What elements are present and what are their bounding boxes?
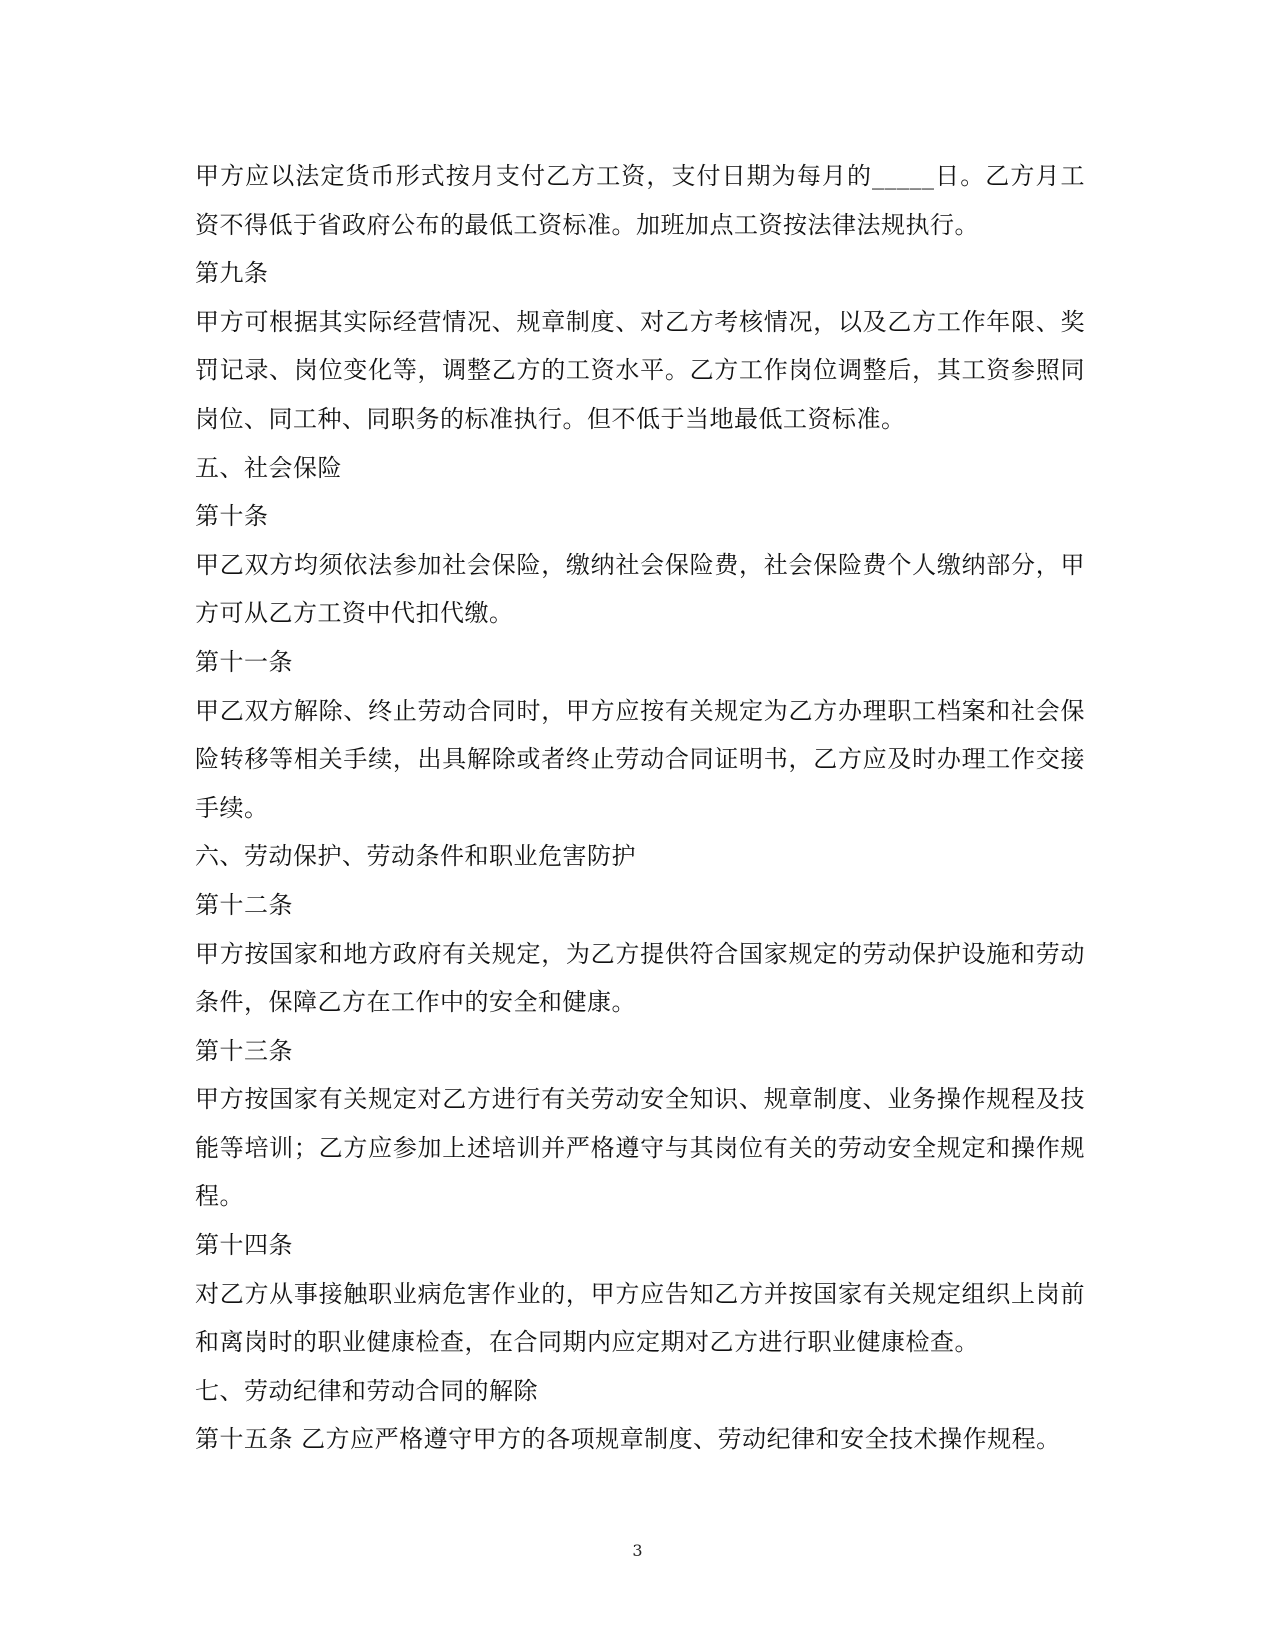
document-body — [195, 152, 1085, 1464]
paragraph-labor-protection: 甲方按国家和地方政府有关规定，为乙方提供符合国家规定的劳动保护设施和劳动条件，保障乙方在工作中的安全和健康。 — [195, 939, 1085, 1017]
paragraph-contract-termination-procedures: 甲乙双方解除、终止劳动合同时，甲方应按有关规定为乙方办理职工档案和社会保险转移等相关手续，出具解除或者终止劳动合同证明书，乙方应及时办理工作交接手续。 — [195, 696, 1085, 822]
article-9-heading: 第九条 — [195, 259, 269, 288]
paragraph-safety-training: 甲方按国家有关规定对乙方进行有关劳动安全知识、规章制度、业务操作规程及技能等培训；乙方应参加上述培训并严格遵守与其岗位有关的劳动安全规定和操作规程。 — [195, 1085, 1085, 1211]
paragraph-social-insurance: 甲乙双方均须依法参加社会保险，缴纳社会保险费，社会保险费个人缴纳部分，甲方可从乙方工资中代扣代缴。 — [195, 550, 1085, 628]
section-6-heading: 六、劳动保护、劳动条件和职业危害防护 — [195, 842, 636, 871]
section-5-heading: 五、社会保险 — [195, 453, 342, 482]
article-13-heading: 第十三条 — [195, 1036, 293, 1065]
page-number: 3 — [632, 1541, 643, 1560]
paragraph-article-15: 第十五条 乙方应严格遵守甲方的各项规章制度、劳动纪律和安全技术操作规程。 — [195, 1425, 1061, 1454]
article-10-heading: 第十条 — [195, 502, 269, 531]
paragraph-wage-payment: 甲方应以法定货币形式按月支付乙方工资，支付日期为每月的_____日。乙方月工资不得低于省政府公布的最低工资标准。加班加点工资按法律法规执行。 — [195, 162, 1085, 239]
article-11-heading: 第十一条 — [195, 647, 293, 676]
section-7-heading: 七、劳动纪律和劳动合同的解除 — [195, 1376, 538, 1405]
article-12-heading: 第十二条 — [195, 890, 293, 919]
paragraph-occupational-health: 对乙方从事接触职业病危害作业的，甲方应告知乙方并按国家有关规定组织上岗前和离岗时的职业健康检查，在合同期内应定期对乙方进行职业健康检查。 — [195, 1279, 1085, 1357]
article-14-heading: 第十四条 — [195, 1231, 293, 1260]
paragraph-wage-adjustment: 甲方可根据其实际经营情况、规章制度、对乙方考核情况，以及乙方工作年限、奖罚记录、岗位变化等，调整乙方的工资水平。乙方工作岗位调整后，其工资参照同岗位、同工种、同职务的标准执行。但不低于当地最低工资标准。 — [195, 307, 1085, 433]
